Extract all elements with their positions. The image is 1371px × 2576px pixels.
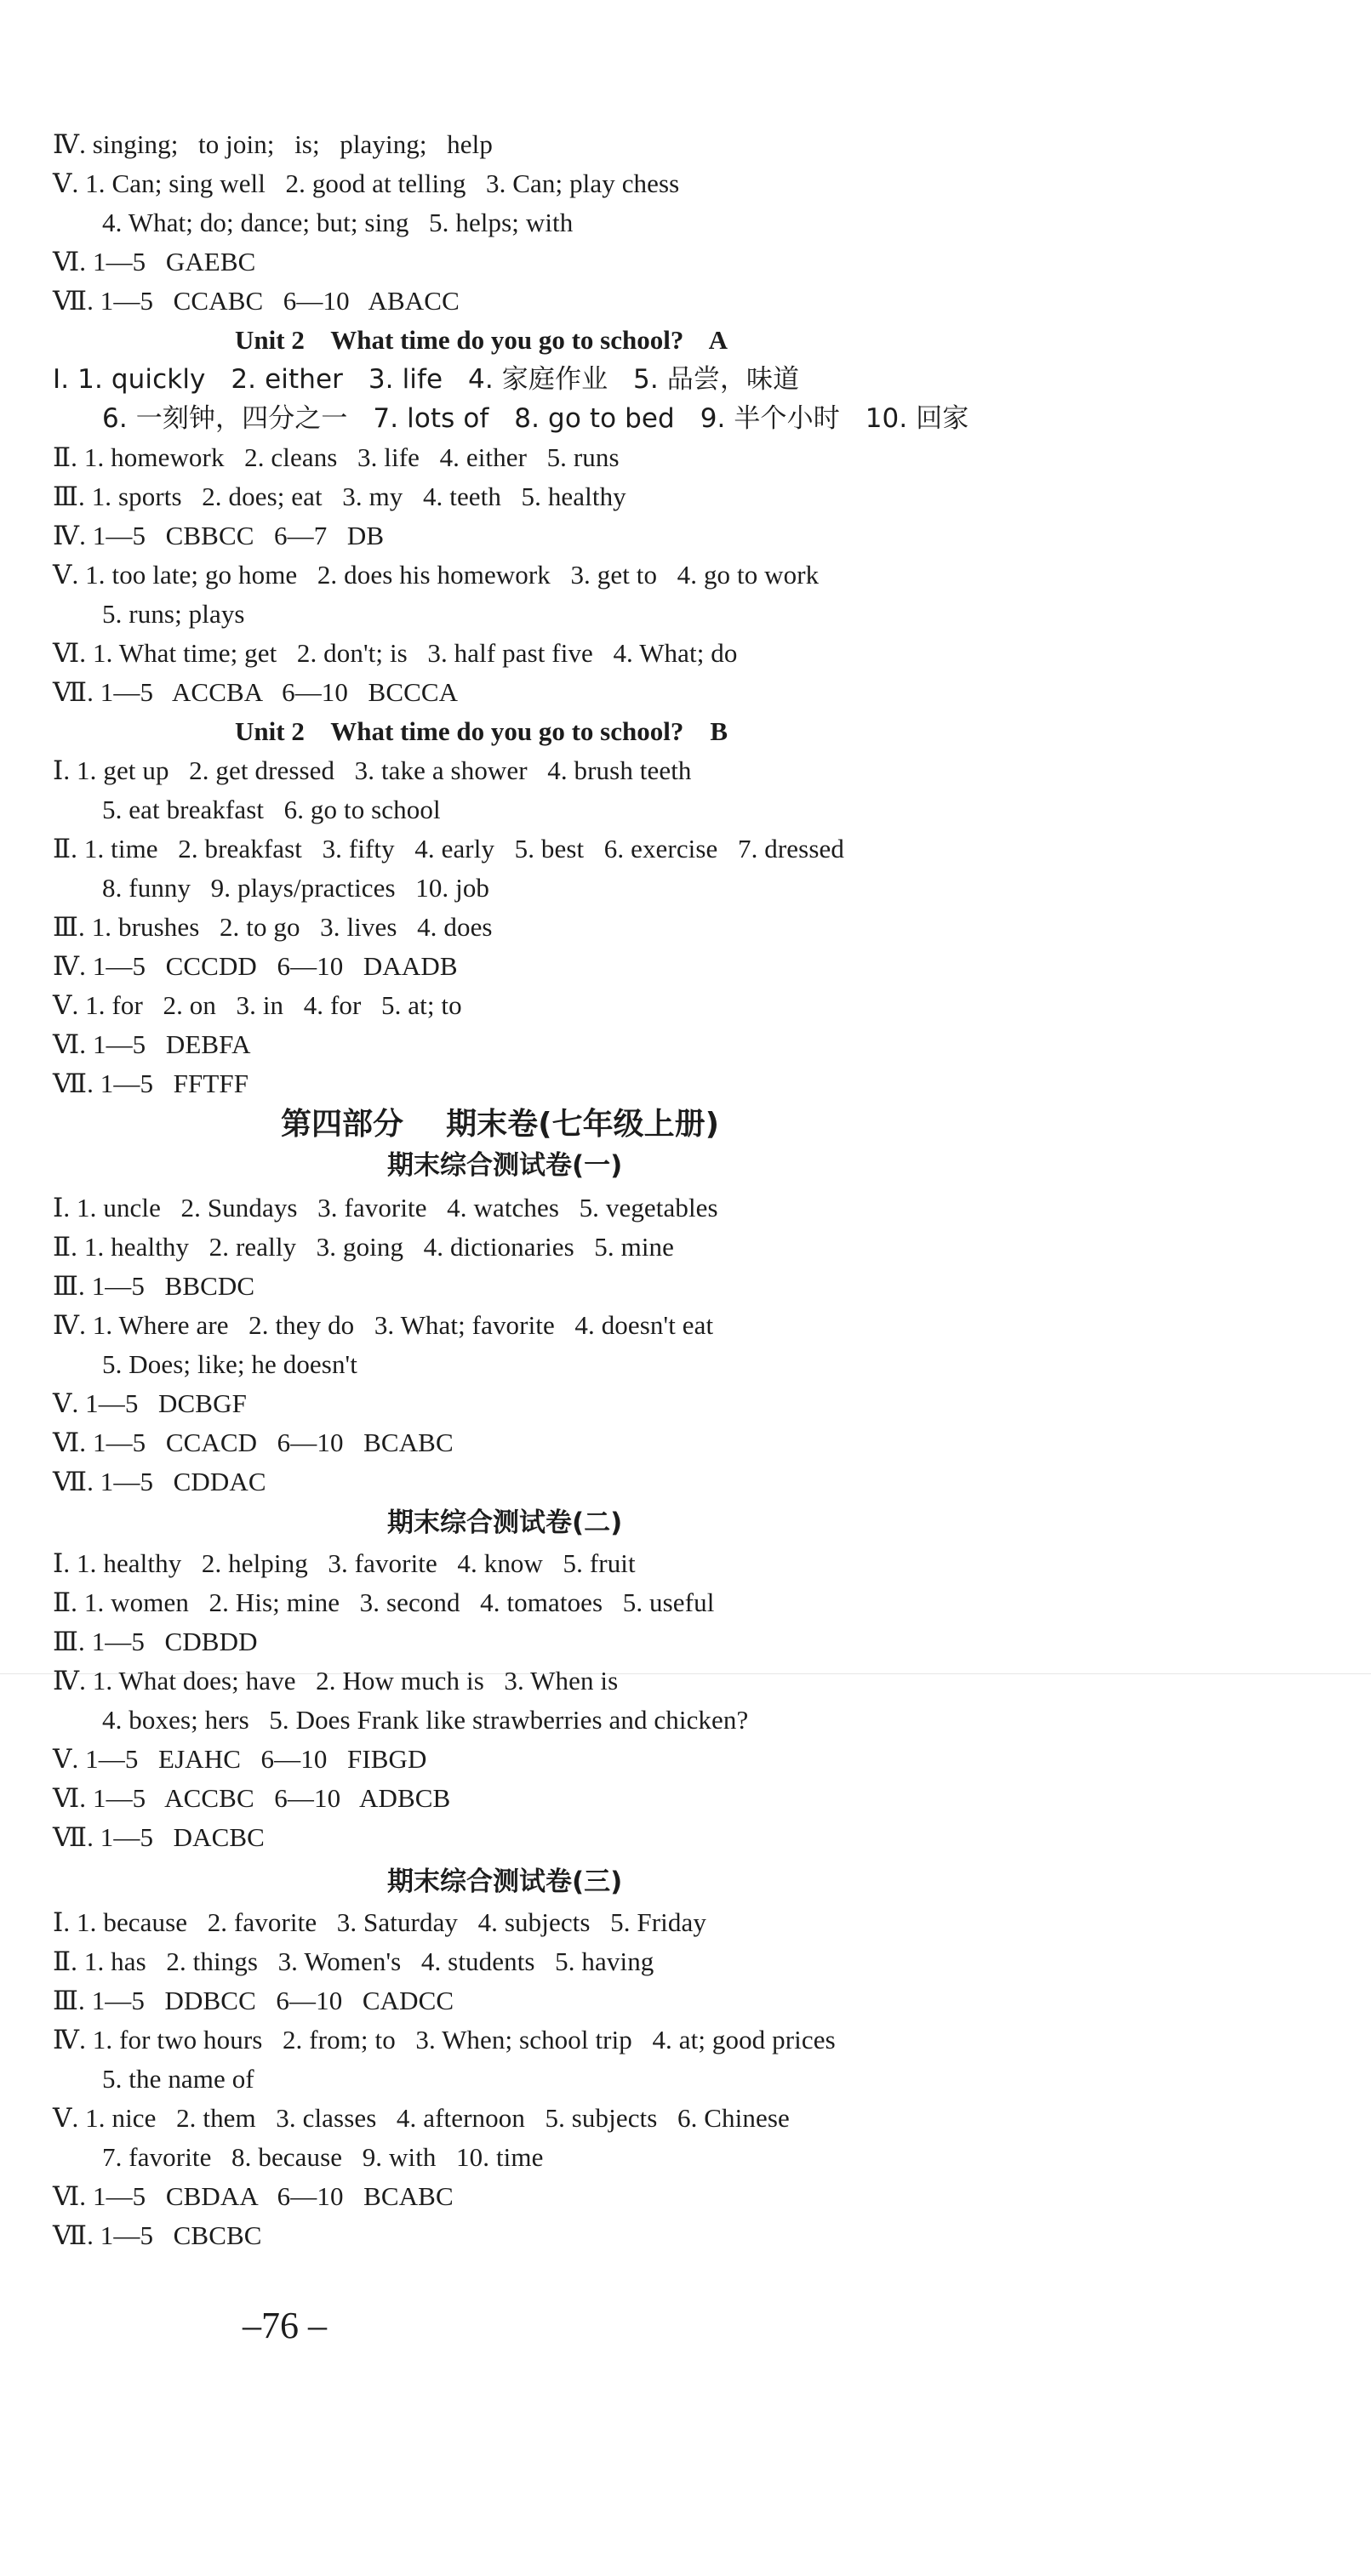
answer-line: 5. the name of [102,2064,254,2094]
part-heading: 第四部分 期末卷(七年级上册) [281,1107,720,1142]
answer-line: Ⅴ. 1. for 2. on 3. in 4. for 5. at; to [53,990,462,1020]
answer-line: Ⅴ. 1—5 DCBGF [53,1388,247,1418]
answer-line: Ⅱ. 1. homework 2. cleans 3. life 4. either 5. runs [53,442,620,472]
answer-line: Ⅲ. 1—5 CDBDD [53,1627,258,1656]
answer-line: Ⅶ. 1—5 FFTFF [53,1069,249,1098]
answer-line: 5. runs; plays [102,599,245,629]
answer-line: Ⅰ. 1. because 2. favorite 3. Saturday 4. subjects 5. Friday [53,1907,706,1937]
answer-line: 4. boxes; hers 5. Does Frank like strawberries and chicken? [102,1705,749,1735]
answer-line: Ⅶ. 1—5 ACCBA 6—10 BCCCA [53,677,459,707]
answer-line: Ⅴ. 1. too late; go home 2. does his homework 3. get to 4. go to work [53,560,820,590]
answer-line: 8. funny 9. plays/practices 10. job [102,873,490,903]
answer-line: Ⅳ. 1. for two hours 2. from; to 3. When; school trip 4. at; good prices [53,2025,836,2055]
answer-line: 6. 一刻钟，四分之一 7. lots of 8. go to bed 9. 半个小时 10. 回家 [102,403,969,434]
answer-line: 7. favorite 8. because 9. with 10. time [102,2142,544,2172]
answer-line: Ⅶ. 1—5 CBCBC [53,2220,262,2250]
answer-line: Ⅵ. 1—5 CCACD 6—10 BCABC [53,1428,454,1457]
test-heading: 期末综合测试卷(一) [387,1150,623,1181]
answer-line: 5. Does; like; he doesn't [102,1349,357,1379]
answer-line: Ⅰ. 1. quickly 2. either 3. life 4. 家庭作业 5. 品尝，味道 [53,364,800,395]
test-heading: 期末综合测试卷(二) [387,1507,623,1538]
unit-heading: Unit 2 What time do you go to school? B [235,716,728,746]
answer-line: Ⅵ. 1—5 DEBFA [53,1029,251,1059]
answer-line: Ⅰ. 1. get up 2. get dressed 3. take a shower 4. brush teeth [53,755,692,785]
answer-line: Ⅶ. 1—5 CCABC 6—10 ABACC [53,286,460,316]
answer-line: Ⅳ. 1—5 CCCDD 6—10 DAADB [53,951,458,981]
answer-line: Ⅰ. 1. uncle 2. Sundays 3. favorite 4. watches 5. vegetables [53,1193,718,1222]
answer-line: Ⅵ. 1—5 ACCBC 6—10 ADBCB [53,1783,451,1813]
test-heading: 期末综合测试卷(三) [387,1866,623,1897]
answer-line: Ⅱ. 1. time 2. breakfast 3. fifty 4. early 5. best 6. exercise 7. dressed [53,834,844,863]
answer-line: Ⅳ. singing; to join; is; playing; help [53,129,493,159]
answer-line: Ⅱ. 1. healthy 2. really 3. going 4. dictionaries 5. mine [53,1232,674,1262]
answer-line: Ⅳ. 1. What does; have 2. How much is 3. When is [53,1666,619,1695]
unit-heading: Unit 2 What time do you go to school? A [235,325,728,355]
answer-line: Ⅵ. 1. What time; get 2. don't; is 3. half past five 4. What; do [53,638,738,668]
answer-line: 4. What; do; dance; but; sing 5. helps; with [102,208,574,237]
answer-line: Ⅲ. 1. brushes 2. to go 3. lives 4. does [53,912,493,942]
answer-line: Ⅵ. 1—5 GAEBC [53,247,256,276]
answer-line: Ⅶ. 1—5 DACBC [53,1822,265,1852]
answer-line: 5. eat breakfast 6. go to school [102,795,441,824]
answer-line: Ⅴ. 1. Can; sing well 2. good at telling 3. Can; play chess [53,168,680,198]
answer-line: Ⅰ. 1. healthy 2. helping 3. favorite 4. know 5. fruit [53,1548,636,1578]
answer-line: Ⅱ. 1. women 2. His; mine 3. second 4. tomatoes 5. useful [53,1587,715,1617]
answer-line: Ⅵ. 1—5 CBDAA 6—10 BCABC [53,2181,454,2211]
answer-line: Ⅴ. 1. nice 2. them 3. classes 4. afternoon 5. subjects 6. Chinese [53,2103,790,2133]
answer-line: Ⅱ. 1. has 2. things 3. Women's 4. students 5. having [53,1946,654,1976]
answer-line: Ⅳ. 1. Where are 2. they do 3. What; favorite 4. doesn't eat [53,1310,714,1340]
answer-line: Ⅶ. 1—5 CDDAC [53,1467,266,1496]
answer-line: Ⅲ. 1. sports 2. does; eat 3. my 4. teeth 5. healthy [53,482,626,511]
answer-line: Ⅴ. 1—5 EJAHC 6—10 FIBGD [53,1744,427,1774]
page-number: –76 – [243,2305,327,2346]
answer-line: Ⅲ. 1—5 DDBCC 6—10 CADCC [53,1986,454,2015]
answer-line: Ⅲ. 1—5 BBCDC [53,1271,255,1301]
answer-line: Ⅳ. 1—5 CBBCC 6—7 DB [53,521,385,550]
